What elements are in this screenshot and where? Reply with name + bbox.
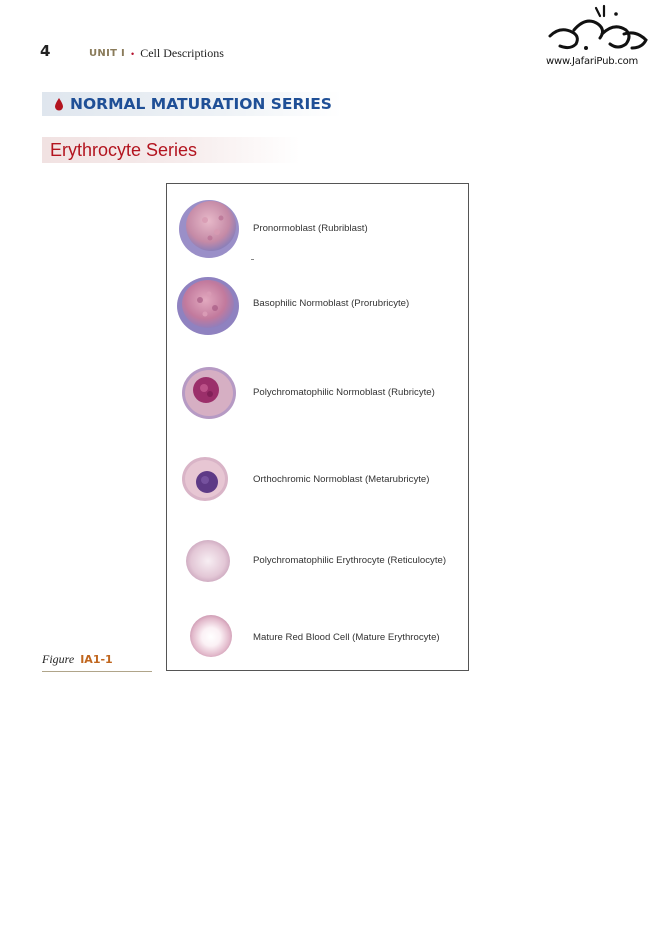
- bullet-separator: •: [131, 48, 135, 59]
- main-heading-text: NORMAL MATURATION SERIES: [70, 95, 332, 113]
- basophilic-normoblast-cell-image: [175, 274, 241, 336]
- cell-label: Pronormoblast (Rubriblast): [253, 223, 368, 234]
- cell-label: Mature Red Blood Cell (Mature Erythrocyte): [253, 632, 440, 643]
- mature-rbc-cell-image: [189, 614, 233, 658]
- figure-caption: [42, 652, 152, 672]
- figure-panel: [166, 183, 469, 671]
- figure-caption-number: IA1-1: [80, 653, 113, 666]
- orthochromic-normoblast-cell-image: [181, 456, 229, 502]
- figure-caption-word: Figure: [42, 652, 75, 666]
- section-title: Cell Descriptions: [140, 46, 224, 60]
- running-head: [89, 46, 224, 61]
- polychromatophilic-normoblast-cell-image: [181, 366, 237, 420]
- cell-label: Orthochromic Normoblast (Metarubricyte): [253, 474, 430, 485]
- page-number: 4: [40, 42, 51, 60]
- pronormoblast-cell-image: [177, 196, 241, 260]
- publisher-logo: [546, 4, 650, 68]
- unit-label: UNIT I: [89, 48, 126, 59]
- sub-heading: [42, 137, 300, 163]
- sub-heading-text: Erythrocyte Series: [50, 139, 198, 160]
- cell-label: Polychromatophilic Normoblast (Rubricyte): [253, 387, 435, 398]
- divider-mark: [251, 259, 254, 260]
- main-heading: [42, 92, 342, 116]
- blood-drop-icon: [54, 98, 64, 111]
- calligraphy-logo-icon: [546, 4, 650, 54]
- cell-label: Polychromatophilic Erythrocyte (Reticulocyte): [253, 555, 447, 566]
- cell-label: Basophilic Normoblast (Prorubricyte): [253, 298, 410, 309]
- reticulocyte-cell-image: [185, 538, 231, 584]
- publisher-website: www.JafariPub.com: [546, 56, 639, 67]
